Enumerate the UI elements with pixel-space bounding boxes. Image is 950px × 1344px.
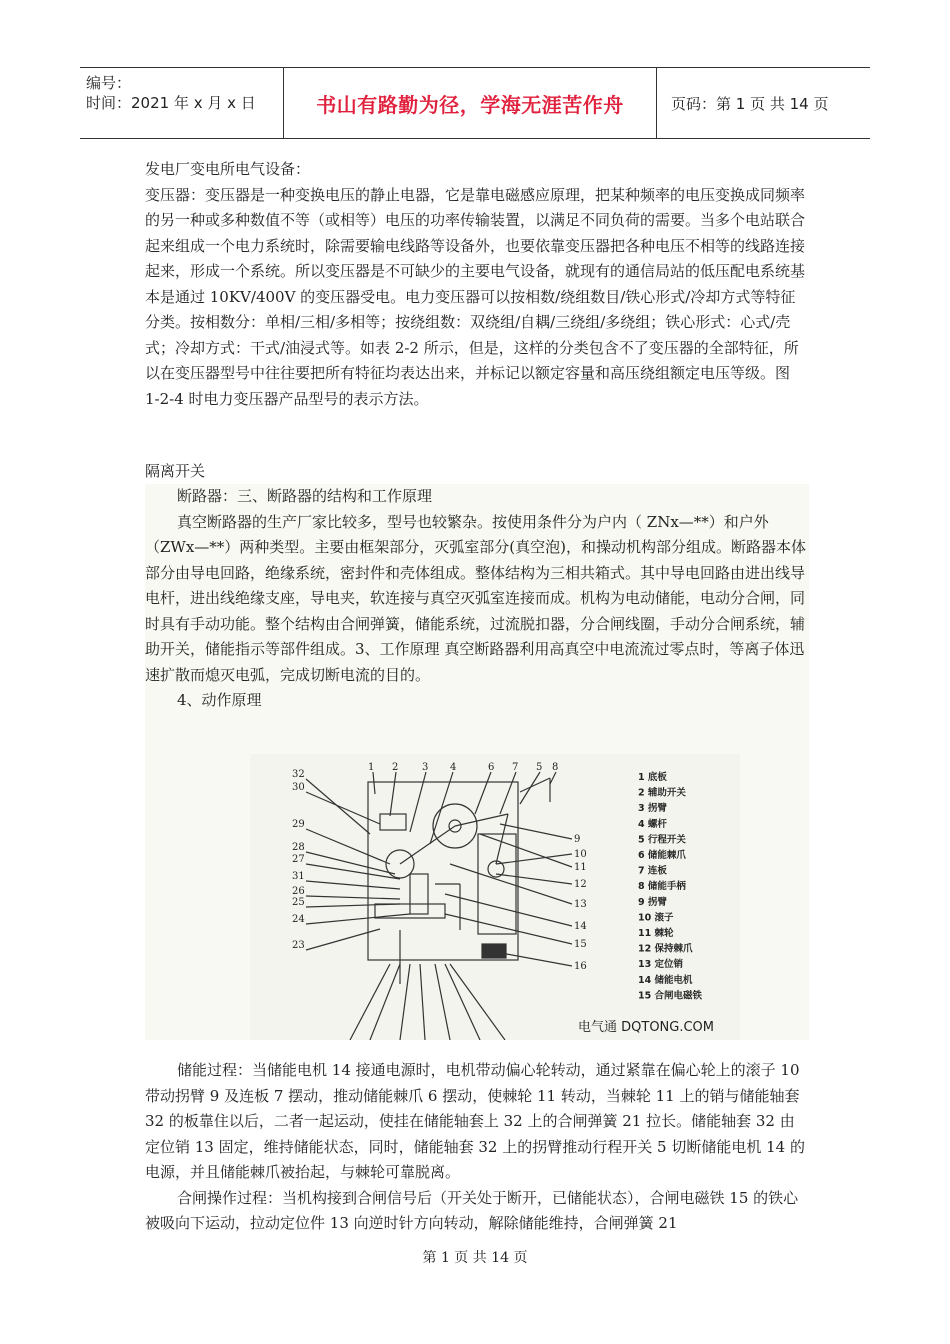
figure-legend-item: 14 储能电机 [638,974,693,986]
figure-label-right: 9 [574,834,581,845]
figure-label-left: 28 [292,842,305,853]
figure-label-right: 14 [574,921,587,932]
action-heading: 4、动作原理 [177,691,262,709]
figure-label-right: 10 [574,849,587,860]
number-label: 编号： [86,74,132,92]
figure-label-left: 26 [292,886,305,897]
figure-legend-item: 8 储能手柄 [638,881,686,893]
figure-label-top: 1 [368,762,375,773]
breaker-paragraph: 真空断路器的生产厂家比较多，型号也较繁杂。按使用条件分为户内（ ZNx—**）和户外（ZWx—**）两种类型。主要由框架部分，灭弧室部分(真空泡)，和操动机构部分组成。断路器本体部分由导电回路，绝缘系统，密封件和壳体组成。整体结构为三相共箱式。其中导电回路由进出线导电杆，进出线绝缘支座，导电夹，软连接与真空灭弧室连接而成。机构为电动储能，电动分合闸，同时具有手动功能。整个结构由合闸弹簧，储能系统，过流脱扣器，分合闸线圈，手动分合闸系统，辅助开关，储能指示等部件组成。3、工作原理 真空断路器利用高真空中电流流过零点时，等离子体迅速扩散而熄灭电弧，完成切断电流的目的。 [145,512,807,684]
spring [410,874,428,914]
closing-paragraph: 合闸操作过程：当机构接到合闸信号后（开关处于断开，已储能状态），合闸电磁铁 15 的铁心被吸向下运动，拉动定位件 13 向逆时针方向转动，解除储能维持，合闸弹簧 21 [145,1188,799,1232]
storage-section [145,1058,809,1237]
figure-label-left: 30 [292,782,305,793]
figure-label-top: 3 [422,762,429,773]
transformer-paragraph: 变压器：变压器是一种变换电压的静止电器，它是靠电磁感应原理，把某种频率的电压变换成同频率的另一种或多种数值不等（或相等）电压的功率传输装置，以满足不同负荷的需要。当多个电站联合起来组成一个电力系统时，除需要输电线路等设备外，也要依靠变压器把各种电压不相等的线路连接起来，形成一个系统。所以变压器是不可缺少的主要电气设备，就现有的通信局站的低压配电系统基本是通过 10KV/400V 的变压器受电。电力变压器可以按相数/绕组数目/铁心形式/冷却方式等特征分类。按相数分：单相/三相/多相等；按绕组数：双绕组/自耦/三绕组/多绕组；铁心形式：心式/壳式；冷却方式：干式/油浸式等。如表 2-2 所示，但是，这样的分类包含不了变压器的全部特征，所以在变压器型号中往往要把所有特征均表达出来，并标记以额定容量和高压绕组额定电压等级。图 1-2-4 时电力变压器产品型号的表示方法。 [145,185,806,408]
storage-paragraph: 储能过程：当储能电机 14 接通电源时，电机带动偏心轮转动，通过紧靠在偏心轮上的滚子 10 带动拐臂 9 及连板 7 摆动，推动储能棘爪 6 摆动，使棘轮 11 转动，当棘轮 11 上的销与储能轴套 32 的板靠住以后，二者一起运动，使挂在储能轴套上 32 上的合闸弹簧 21 拉长。储能轴套 32 由定位销 13 固定，维持储能状态，同时，储能轴套 32 上的拐臂推动行程开关 5 切断储能电机 14 的电源，并且储能棘爪被抬起，与棘轮可靠脱离。 [145,1061,805,1181]
figure-label-right: 13 [574,899,587,910]
figure-label-right: 11 [574,862,587,873]
aux-switch [380,814,406,830]
figure-legend-item: 5 行程开关 [638,834,686,846]
transformer-section [145,157,809,412]
watermark-text: 电气通 DQTONG.COM [578,1020,715,1035]
figure-legend-item: 11 棘轮 [638,928,674,939]
figure-label-top: 8 [552,762,559,773]
figure-label-left: 24 [292,914,305,925]
figure-legend-item: 10 滚子 [638,912,674,924]
figure-legend-item: 13 定位销 [638,959,684,971]
figure-label-left: 29 [292,819,305,830]
mechanism-diagram [250,754,740,1040]
figure-label-top: 5 [536,762,543,773]
figure-label-top: 2 [392,762,399,773]
figure-label-right: 16 [574,961,587,972]
figure-legend-item: 6 储能棘爪 [638,850,686,861]
breaker-mechanism-figure [250,754,740,1040]
figure-label-top: 4 [450,762,457,773]
motor-block [482,944,506,958]
figure-legend-item: 3 拐臂 [638,803,667,815]
header-motto: 书山有路勤为径，学海无涯苦作舟 [284,68,657,138]
isolator-title: 隔离开关 [145,462,206,480]
page-header [80,67,870,139]
figure-legend-item: 15 合闸电磁铁 [638,990,703,1002]
header-meta [80,68,284,138]
figure-legend-item: 4 螺杆 [638,818,667,830]
figure-label-left: 27 [292,854,305,865]
figure-label-left: 25 [292,897,305,908]
page-footer: 第 1 页 共 14 页 [422,1250,528,1266]
figure-label-left: 32 [292,769,305,780]
header-page-info: 页码：第 1 页 共 14 页 [671,94,829,113]
section-title: 发电厂变电所电气设备： [145,160,311,178]
figure-label-left: 23 [292,940,305,951]
breaker-section [145,484,809,714]
figure-legend-item: 1 底板 [638,772,667,783]
time-label: 时间：2021 年 x 月 x 日 [86,94,256,112]
figure-legend-item: 2 辅助开关 [638,787,686,799]
figure-label-top: 6 [488,762,495,773]
figure-label-left: 31 [292,871,305,882]
figure-label-right: 15 [574,939,587,950]
figure-legend-item: 12 保持棘爪 [638,943,693,955]
figure-legend-item: 7 连板 [638,865,667,877]
figure-label-right: 12 [574,879,587,890]
figure-label-top: 7 [512,762,519,773]
figure-legend-item: 9 拐臂 [638,896,667,908]
breaker-heading: 断路器：三、断路器的结构和工作原理 [177,487,433,505]
